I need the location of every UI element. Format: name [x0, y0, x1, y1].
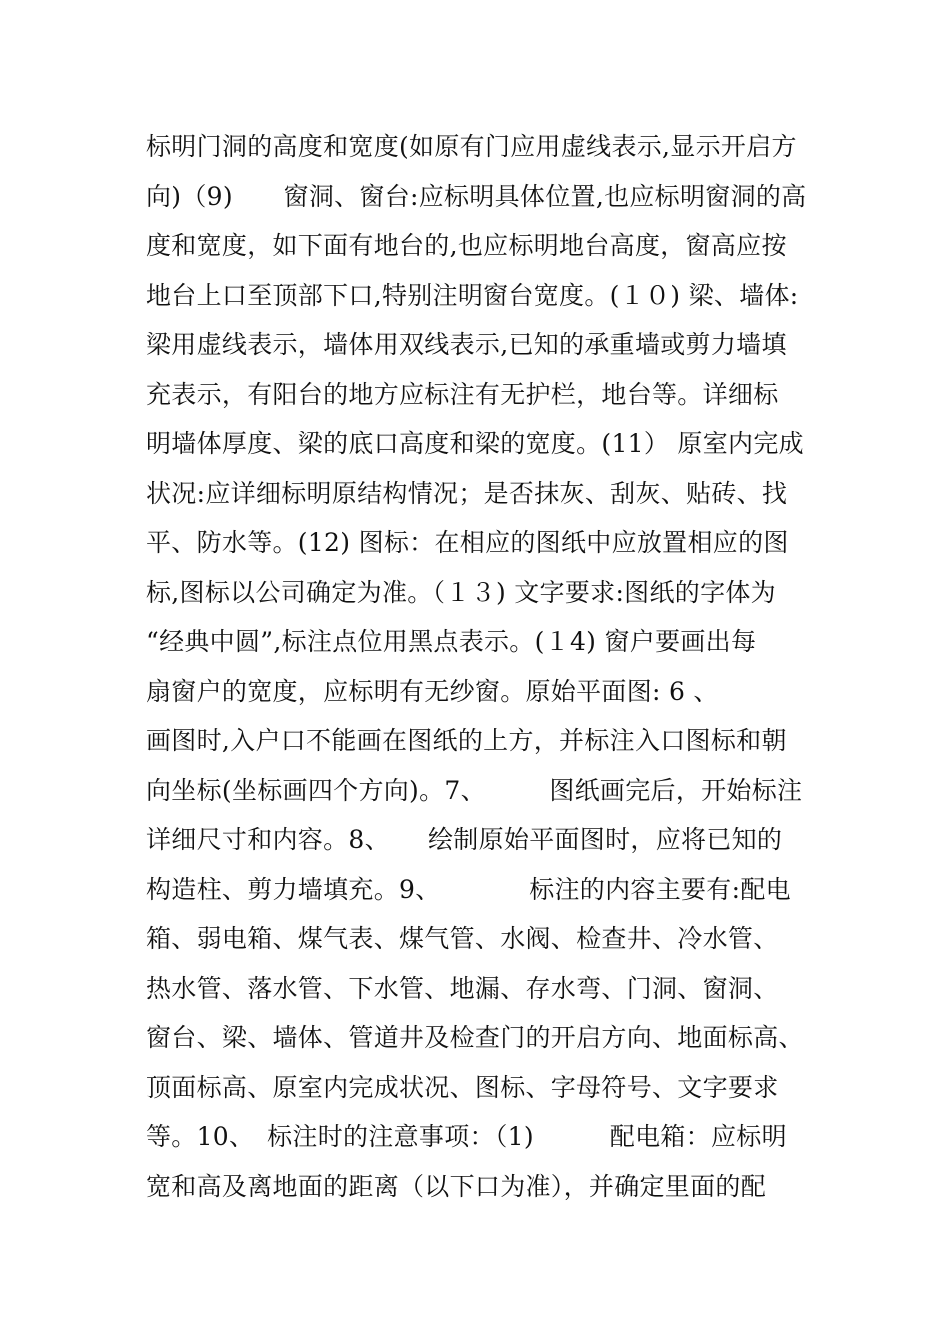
text-line: 地台上口至顶部下口,特别注明窗台宽度。(１０) 梁、墙体:: [146, 280, 799, 310]
text-line: 等。10、 标注时的注意事项：（1) 配电箱：应标明: [146, 1122, 787, 1151]
text-line: 热水管、落水管、下水管、地漏、存水弯、门洞、窗洞、: [146, 973, 779, 1003]
text-line: 画图时,入户口不能画在图纸的上方，并标注入口图标和朝: [146, 726, 787, 755]
body-text: [146, 122, 826, 1211]
text-line: 构造柱、剪力墙填充。9、 标注的内容主要有:配电: [146, 874, 791, 904]
text-line: 充表示，有阳台的地方应标注有无护栏，地台等。详细标: [146, 379, 779, 409]
text-line: 梁用虚线表示，墙体用双线表示,已知的承重墙或剪力墙填: [146, 330, 787, 359]
text-line: 标明门洞的高度和宽度(如原有门应用虚线表示,显示开启方: [146, 132, 797, 161]
text-line: 顶面标高、原室内完成状况、图标、字母符号、文字要求: [146, 1072, 779, 1102]
text-line: 平、防水等。(12) 图标：在相应的图纸中应放置相应的图: [146, 528, 789, 557]
text-line: 扇窗户的宽度，应标明有无纱窗。原始平面图: 6 、: [146, 676, 719, 706]
text-line: 箱、弱电箱、煤气表、煤气管、水阀、检查井、冷水管、: [146, 924, 779, 953]
text-line: 明墙体厚度、梁的底口高度和梁的宽度。(11） 原室内完成: [146, 429, 804, 458]
text-line: 标,图标以公司确定为准。（１３) 文字要求:图纸的字体为: [146, 577, 776, 607]
text-line: 向坐标(坐标画四个方向)。7、 图纸画完后，开始标注: [146, 775, 803, 805]
text-line: 向)（9) 窗洞、窗台:应标明具体位置,也应标明窗洞的高: [146, 181, 807, 211]
text-line: 详细尺寸和内容。8、 绘制原始平面图时，应将已知的: [146, 825, 783, 854]
text-line: 度和宽度，如下面有地台的,也应标明地台高度，窗高应按: [146, 231, 787, 260]
text-line: 状况:应详细标明原结构情况；是否抹灰、刮灰、贴砖、找: [146, 478, 788, 508]
text-line: 宽和高及离地面的距离（以下口为准），并确定里面的配: [146, 1171, 767, 1201]
text-line: “经典中圆”,标注点位用黑点表示。(１4) 窗户要画出每: [146, 627, 757, 656]
text-line: 窗台、梁、墙体、管道井及检查门的开启方向、地面标高、: [146, 1023, 804, 1052]
